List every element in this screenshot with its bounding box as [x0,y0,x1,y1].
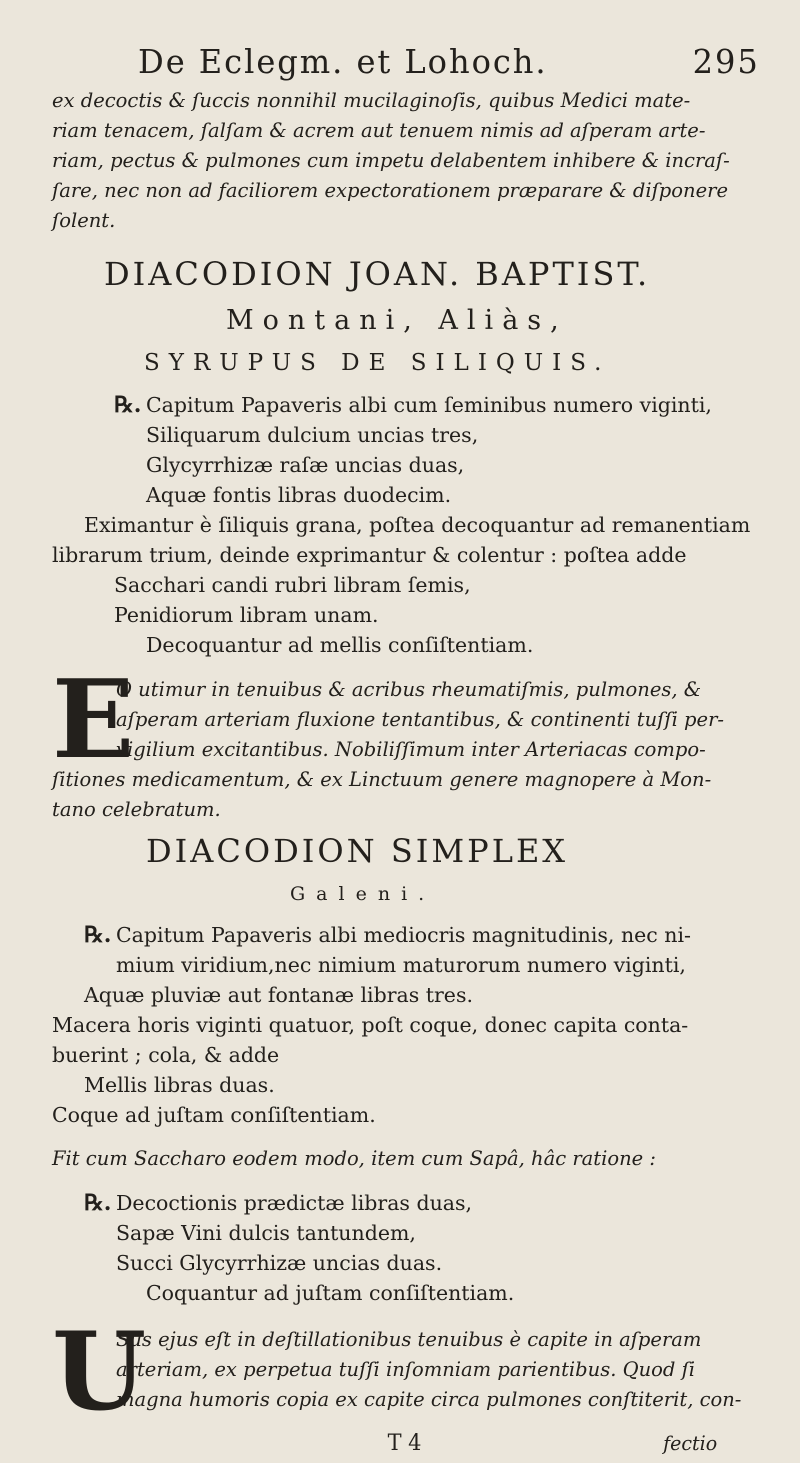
catchword: fectio [663,1431,718,1455]
intro-line: ex decoctis & ſuccis nonnihil mucilaginoſis, quibus Medici mate- [52,89,691,112]
section-title: DIACODION SIMPLEX [146,832,569,870]
recipe-line: buerint ; cola, & adde [52,1043,280,1067]
recipe-line: Aquæ pluviæ aut fontanæ libras tres. [84,983,473,1007]
recipe-line: Coque ad juſtam conſiſtentiam. [52,1103,376,1127]
intro-line: riam tenacem, ſalſam & acrem aut tenuem nimis ad aſperam arte- [52,119,706,142]
usage-line: tano celebratum. [52,798,221,821]
usage-line: arteriam, ex perpetua tuſſi inſomniam parientibus. Quod ſi [116,1358,696,1381]
recipe-line: Siliquarum dulcium uncias tres, [146,423,479,447]
recipe-line: librarum trium, deinde exprimantur & colentur : poſtea adde [52,543,687,567]
recipe-line: Capitum Papaveris albi cum ſeminibus numero viginti, [146,393,712,417]
intro-line: ſolent. [52,209,116,232]
recipe-line: Eximantur è ſiliquis grana, poſtea decoquantur ad remanentiam [84,513,751,537]
variant-line: Coquantur ad juſtam conſiſtentiam. [146,1281,515,1305]
variant-line: Succi Glycyrrhizæ uncias duas. [116,1251,443,1275]
variant-intro: Fit cum Saccharo eodem modo, item cum Sapâ, hâc ratione : [52,1147,656,1170]
recipe-line: Capitum Papaveris albi mediocris magnitudinis, nec ni- [116,923,691,947]
recipe-line: Decoquantur ad mellis conſiſtentiam. [146,633,534,657]
section-subtitle: Galeni. [290,883,436,905]
section-subtitle-2: SYRUPUS DE SILIQUIS. [144,350,611,376]
variant-line: Sapæ Vini dulcis tantundem, [116,1221,416,1245]
recipe-line: Macera horis viginti quatuor, poſt coque, donec capita contа- [52,1013,689,1037]
signature-mark: T 4 [387,1431,422,1456]
drop-capital: U [52,1309,147,1435]
recipe-line: Glycyrrhizæ raſæ uncias duas, [146,453,465,477]
intro-line: riam, pectus & pulmones cum impetu delabentem inhibere & incraſ- [52,149,730,172]
usage-line: O utimur in tenuibus & acribus rheumatiſmis, pulmones, & [116,678,702,701]
drop-capital: E [52,657,135,783]
variant-line: Decoctionis prædictæ libras duas, [116,1191,473,1215]
page-number: 295 [692,42,760,81]
usage-line: vigilium excitantibus. Nobiliſſimum inter Arteriacas compo- [116,738,706,761]
section-subtitle: Montani, Aliàs, [226,305,568,336]
section-title: DIACODION JOAN. BAPTIST. [104,255,651,293]
header-title: De Eclegm. et Lohoch. [138,42,548,81]
running-header [138,42,760,81]
usage-line: Sus ejus eſt in deſtillationibus tenuibus è capite in aſperam [116,1328,702,1351]
recipe-line: Mellis libras duas. [84,1073,275,1097]
usage-line: magna humoris copia ex capite circa pulmones conſtiterit, con- [116,1388,742,1411]
usage-line: ſitiones medicamentum, & ex Linctuum genere magnopere à Mon- [52,768,712,791]
intro-line: ſare, nec non ad faciliorem expectorationem præparare & diſponere [52,179,728,202]
recipe-symbol: ℞. [84,922,112,948]
recipe-line: Sacchari candi rubri libram ſemis, [114,573,471,597]
recipe-symbol: ℞. [84,1190,112,1216]
recipe-line: Penidiorum libram unam. [114,603,379,627]
recipe-line: Aquæ fontis libras duodecim. [146,483,452,507]
recipe-symbol: ℞. [114,392,142,418]
recipe-line: mium viridium,nec nimium maturorum numero viginti, [116,953,686,977]
usage-line: aſperam arteriam fluxione tentantibus, & continenti tuſſi per- [116,708,724,731]
